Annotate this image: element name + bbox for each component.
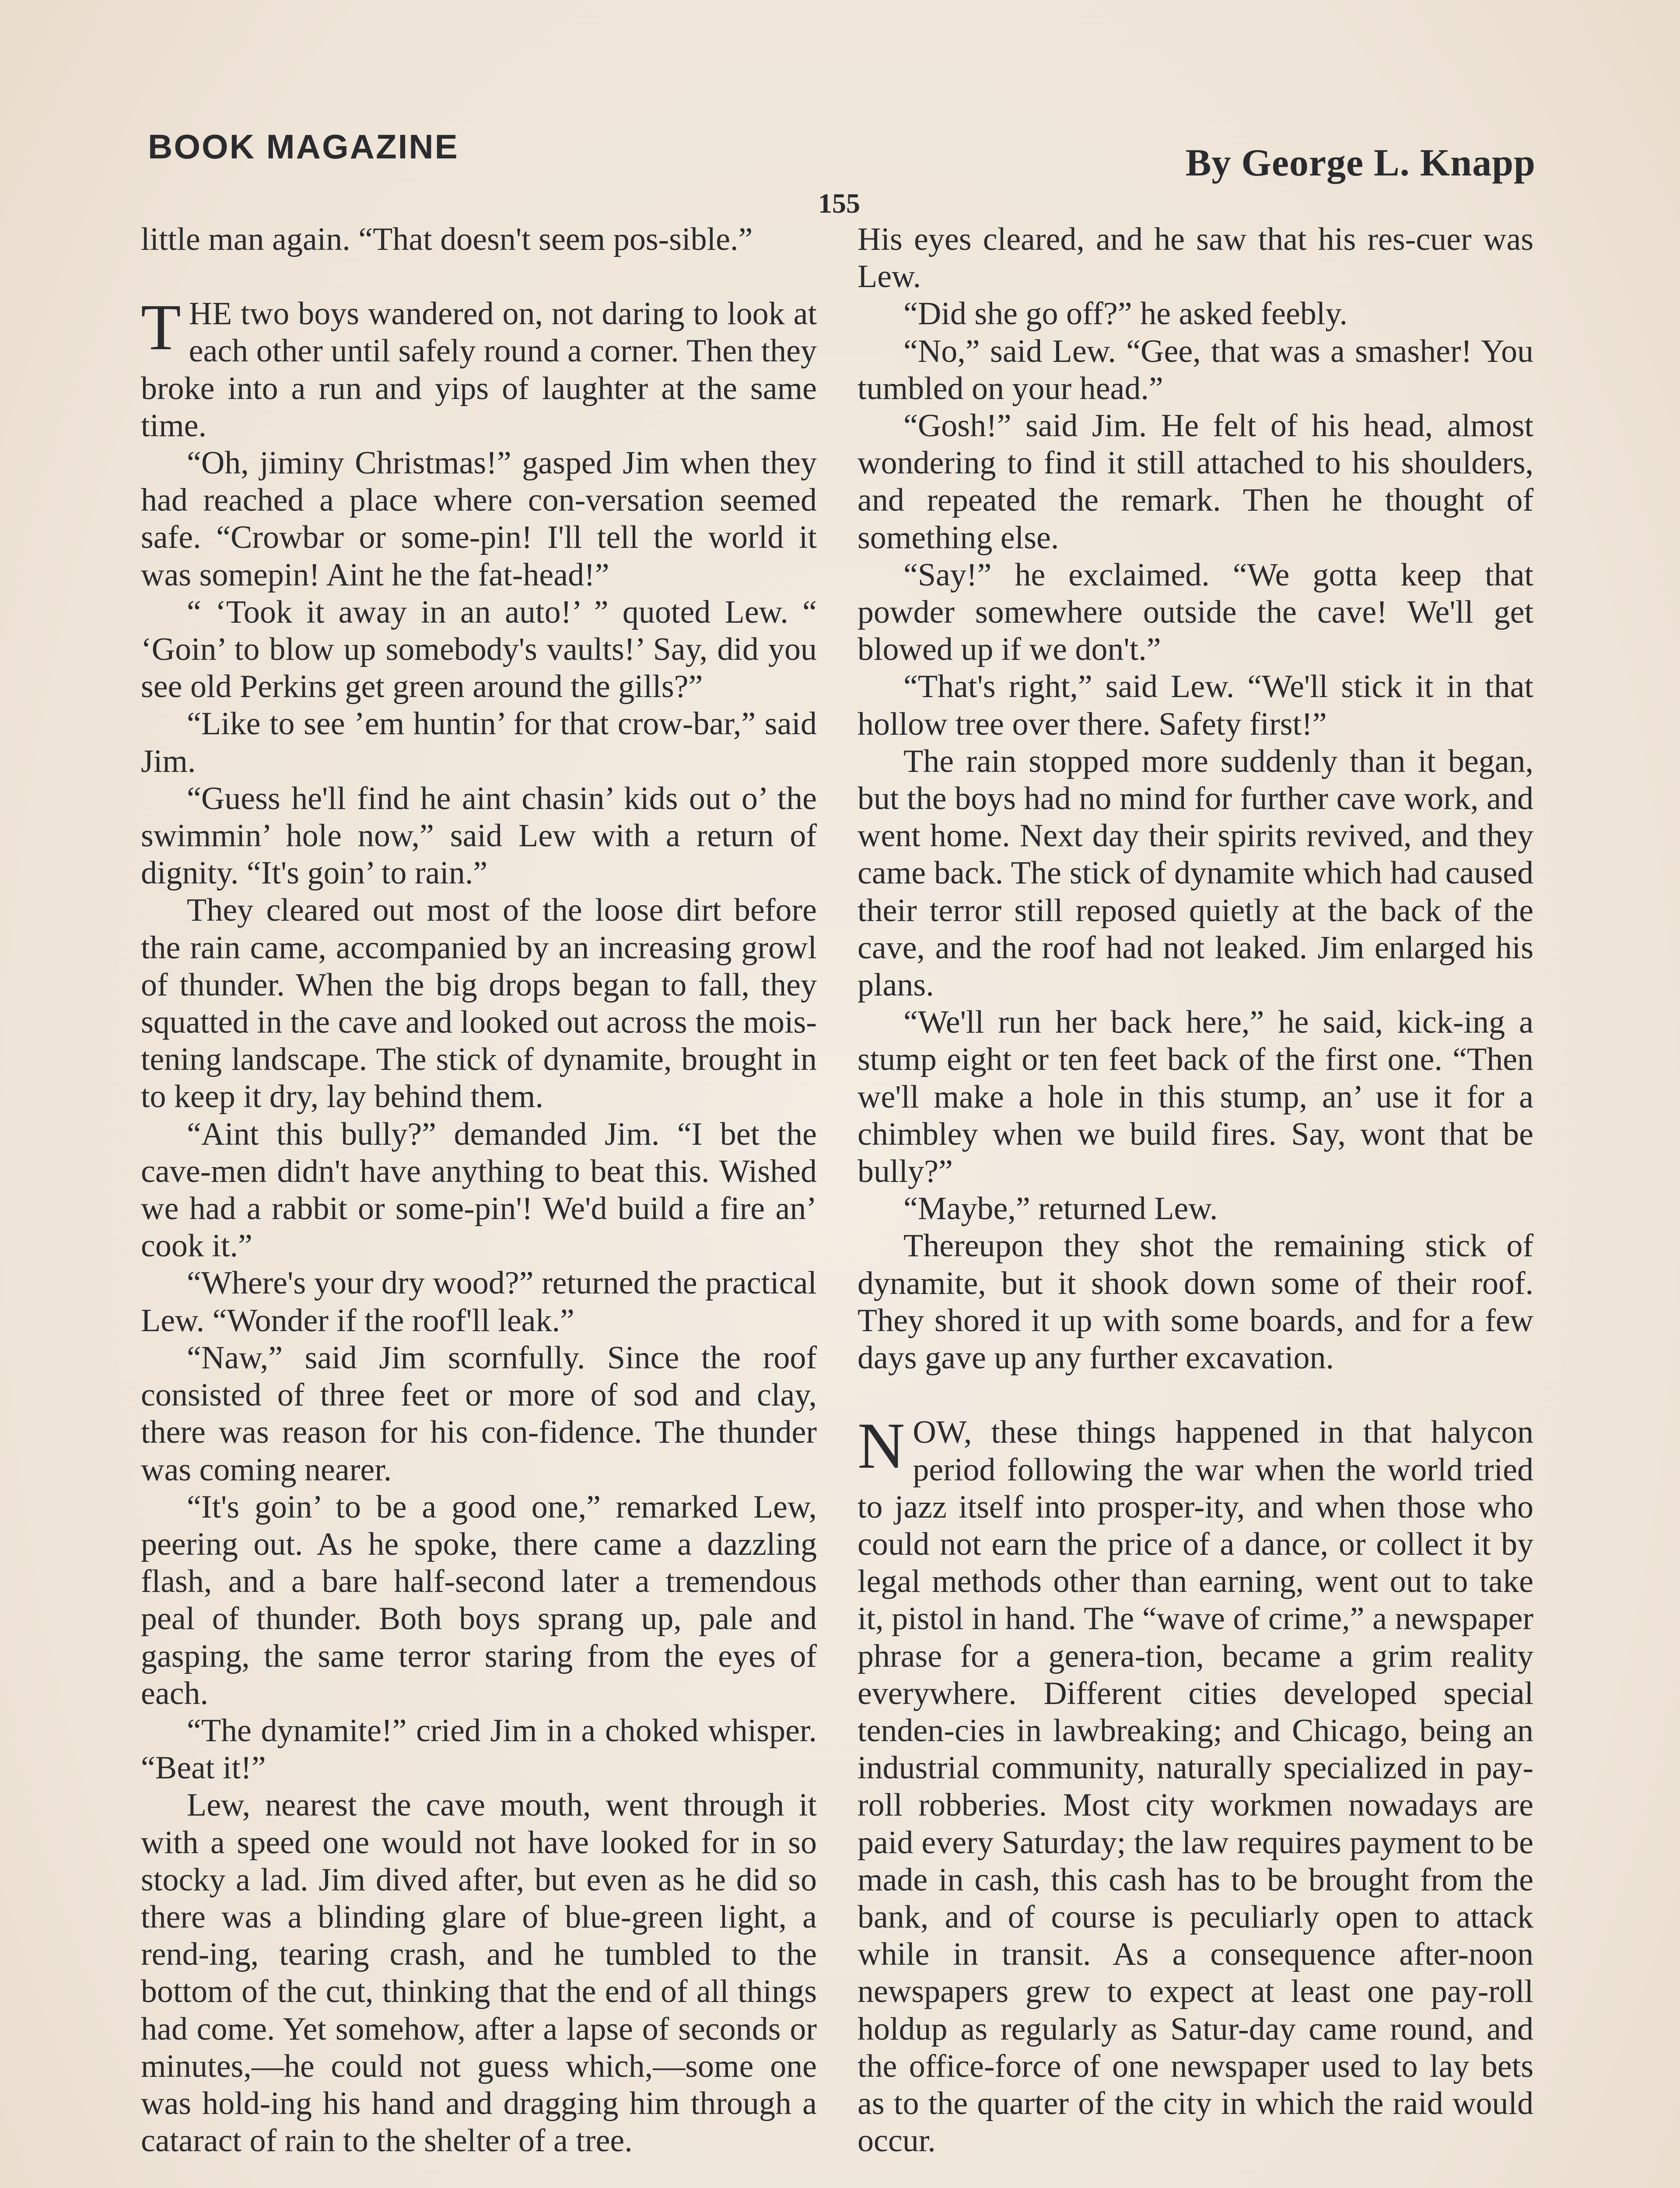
- magazine-title: BOOK MAGAZINE: [148, 127, 459, 166]
- paragraph: Thereupon they shot the remaining stick of dynamite, but it shook down some of their roof. They shored it up with some boards, and for a few days gave up any further excavation.: [858, 1228, 1533, 1376]
- paragraph: The rain stopped more suddenly than it began, but the boys had no mind for further cave work, and went home. Next day their spirits revived, and they came back. The stick of dynamite which had caused their terror still reposed quietly at the back of the cave, and the roof had not leaked. Jim enlarged his plans.: [858, 743, 1533, 1003]
- paragraph: “Guess he'll find he aint chasin’ kids out o’ the swimmin’ hole now,” said Lew with a return of dignity. “It's goin’ to rain.”: [141, 780, 817, 891]
- paragraph: “Gosh!” said Jim. He felt of his head, almost wondering to find it still attached to his shoulders, and repeated the remark. Then he thought of something else.: [858, 408, 1533, 556]
- author-byline: By George L. Knapp: [1185, 142, 1536, 184]
- right-column: [858, 221, 1533, 2160]
- section-paragraph: [858, 1410, 1533, 2160]
- paragraph: “That's right,” said Lew. “We'll stick it in that hollow tree over there. Safety first!”: [858, 669, 1533, 742]
- paragraph: “Where's your dry wood?” returned the practical Lew. “Wonder if the roof'll leak.”: [141, 1265, 817, 1339]
- paragraph-text: HE two boys wandered on, not daring to look at each other until safely round a corner. Then they broke into a run and yips of laughter at the same time.: [141, 296, 817, 444]
- paragraph: They cleared out most of the loose dirt before the rain came, accompanied by an increasing growl of thunder. When the big drops began to fall, they squatted in the cave and looked out across the mois-tening landscape. The stick of dynamite, brought in to keep it dry, lay behind them.: [141, 892, 817, 1115]
- paragraph: “ ‘Took it away in an auto!’ ” quoted Lew. “ ‘Goin’ to blow up somebody's vaults!’ Say, did you see old Perkins get green around the gills?”: [141, 594, 817, 705]
- paragraph: Lew, nearest the cave mouth, went through it with a speed one would not have looked for in so stocky a lad. Jim dived after, but even as he did so there was a blinding glare of blue-green light, a rend-ing, tearing crash, and he tumbled to the bottom of the cut, thinking that the end of all things had come. Yet somehow, after a lapse of seconds or minutes,—he could not guess which,—some one was hold-ing his hand and dragging him through a cataract of rain to the shelter of a tree.: [141, 1787, 817, 2159]
- paragraph: little man again. “That doesn't seem pos-sible.”: [141, 221, 753, 257]
- paragraph-text: OW, these things happened in that halycon period following the war when the world tried to jazz itself into prosper-ity, and when those who could not earn the price of a dance, or collect it by legal methods other than earning, went out to take it, pistol in hand. The “wave of crime,” a newspaper phrase for a genera-tion, became a grim reality everywhere. Different cities developed special tenden-cies in lawbreaking; and Chicago, being an industrial community, naturally specialized in pay-roll robberies. Most city workmen nowadays are paid every Saturday; the law requires payment to be made in cash, this cash has to be brought from the bank, and of course is peculiarly open to attack while in transit. As a consequence after-noon newspapers grew to expect at least one pay-roll holdup as regularly as Satur-day came round, and the office-force of one newspaper used to lay bets as to the quarter of the city in which the raid would occur.: [858, 1414, 1533, 2159]
- paragraph: “The dynamite!” cried Jim in a choked whisper. “Beat it!”: [141, 1712, 817, 1786]
- paragraph: “Did she go off?” he asked feebly.: [903, 296, 1348, 332]
- paragraph: “Say!” he exclaimed. “We gotta keep that powder somewhere outside the cave! We'll get blowed up if we don't.”: [858, 557, 1533, 668]
- paragraph: “Maybe,” returned Lew.: [903, 1191, 1218, 1227]
- left-column: [141, 221, 817, 2160]
- paragraph: “We'll run her back here,” he said, kick-ing a stump eight or ten feet back of the first one. “Then we'll make a hole in this stump, an’ use it for a chimbley when we build fires. Say, wont that be bully?”: [858, 1004, 1533, 1190]
- page-number: 155: [818, 188, 860, 219]
- paragraph: “No,” said Lew. “Gee, that was a smasher! You tumbled on your head.”: [858, 333, 1533, 407]
- paragraph: “It's goin’ to be a good one,” remarked Lew, peering out. As he spoke, there came a dazzling flash, and a bare half-second later a tremendous peal of thunder. Both boys sprang up, pale and gasping, the same terror staring from the eyes of each.: [141, 1489, 817, 1711]
- paragraph: “Aint this bully?” demanded Jim. “I bet the cave-men didn't have anything to beat this. Wished we had a rabbit or some-pin'! We'd build a fire an’ cook it.”: [141, 1116, 817, 1264]
- paragraph: His eyes cleared, and he saw that his res-cuer was Lew.: [858, 221, 1533, 295]
- paragraph: “Naw,” said Jim scornfully. Since the roof consisted of three feet or more of sod and clay, there was reason for his con-fidence. The thunder was coming nearer.: [141, 1339, 817, 1488]
- paragraph: “Oh, jiminy Christmas!” gasped Jim when they had reached a place where con-versation seemed safe. “Crowbar or some-pin! I'll tell the world it was somepin! Aint he the fat-head!”: [141, 445, 817, 593]
- paragraph: “Like to see ’em huntin’ for that crow-bar,” said Jim.: [141, 706, 817, 779]
- drop-cap: N: [858, 1410, 905, 1483]
- drop-cap: T: [141, 291, 181, 364]
- section-paragraph: [141, 291, 817, 445]
